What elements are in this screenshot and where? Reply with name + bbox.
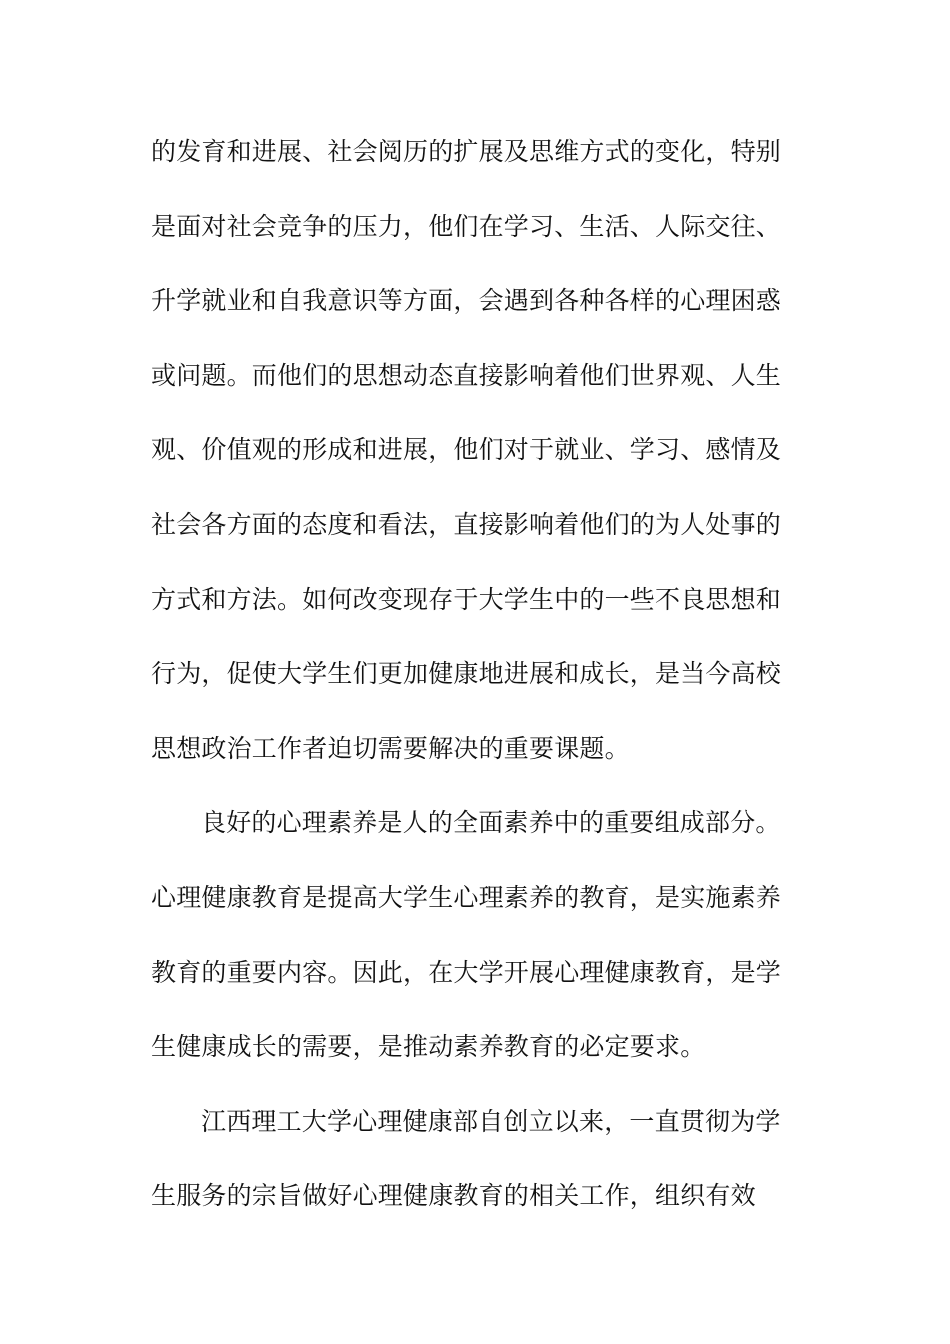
text-line: 心理健康教育是提高大学生心理素养的教育，是实施素养 [151, 882, 782, 912]
text-line: 社会各方面的态度和看法，直接影响着他们的为人处事的 [151, 509, 782, 539]
paragraph-first-line: 江西理工大学心理健康部自创立以来，一直贯彻为学 [201, 1106, 781, 1136]
text-line: 行为，促使大学生们更加健康地进展和成长，是当今高校 [151, 659, 782, 689]
text-line: 方式和方法。如何改变现存于大学生中的一些不良思想和 [151, 584, 782, 614]
text-line: 思想政治工作者迫切需要解决的重要课题。 [151, 733, 630, 763]
text-line: 观、价值观的形成和进展，他们对于就业、学习、感情及 [151, 435, 782, 465]
text-line: 生健康成长的需要，是推动素养教育的必定要求。 [151, 1032, 706, 1062]
text-line: 或问题。而他们的思想动态直接影响着他们世界观、人生 [151, 360, 782, 390]
text-line: 教育的重要内容。因此，在大学开展心理健康教育，是学 [151, 957, 782, 987]
text-line: 的发育和进展、社会阅历的扩展及思维方式的变化，特别 [151, 137, 782, 166]
body-text [151, 125, 791, 1244]
paragraph-first-line: 良好的心理素养是人的全面素养中的重要组成部分。 [201, 808, 781, 838]
text-line: 是面对社会竞争的压力，他们在学习、生活、人际交往、 [151, 211, 782, 241]
text-line: 升学就业和自我意识等方面，会遇到各种各样的心理困惑 [151, 286, 782, 316]
text-line: 生服务的宗旨做好心理健康教育的相关工作，组织有效 [151, 1181, 756, 1211]
